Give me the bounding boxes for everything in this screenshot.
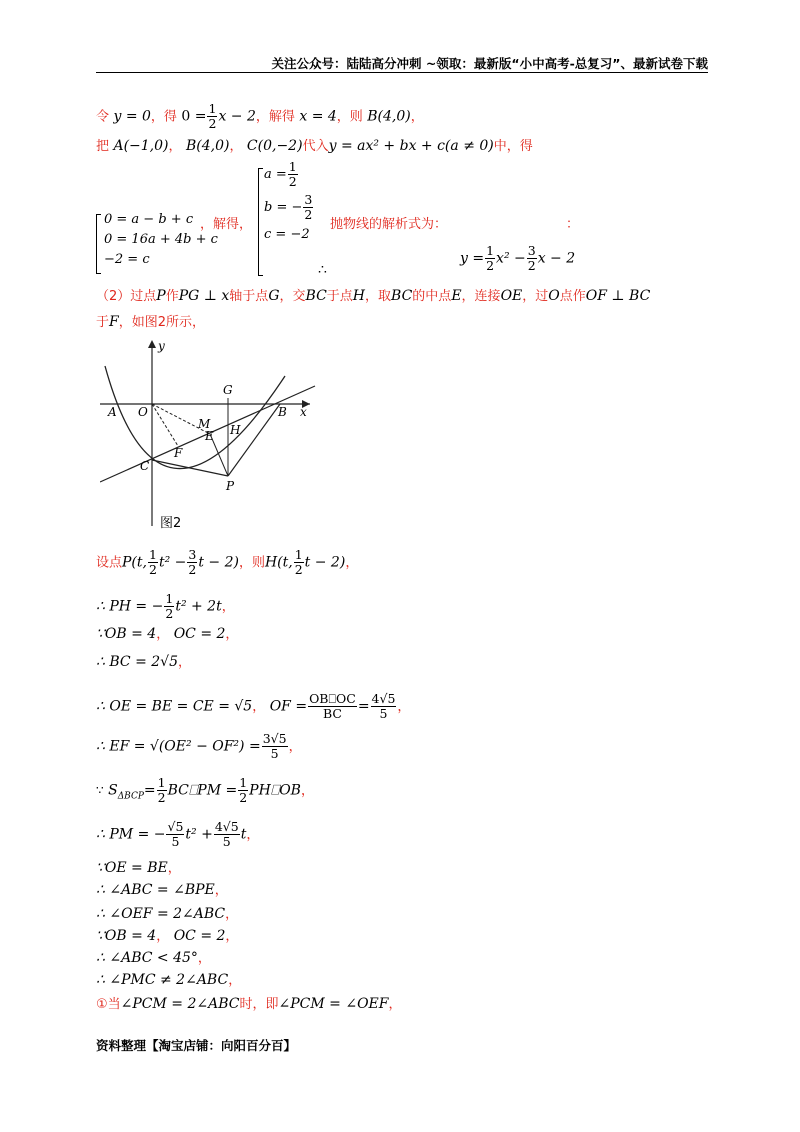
label-m: M: [198, 417, 211, 431]
label-a: A: [108, 405, 117, 419]
line-oe-of: ∴ OE = BE = CE = √5， OF = $\frac{OB⎕OC}{BC}$ = $\frac{4√5}{5}$ ，: [96, 691, 411, 721]
line-ph: ∴ PH = − $\frac{1}{2}$ t² + 2t，: [96, 591, 235, 621]
solve-label: ，解得，: [200, 217, 253, 232]
label-p: P: [226, 479, 235, 493]
line-bc: ∴ BC = 2√5，: [96, 654, 191, 670]
line-ef: ∴ EF = √(OE² − OF²) = $\frac{3√5}{5}$ ，: [96, 731, 302, 761]
figure-2: [100, 336, 320, 531]
label-g: G: [223, 383, 233, 397]
line-of: [152, 404, 178, 446]
equation-system: 0 = a − b + c 0 = 16a + 4b + c −2 = c: [104, 212, 218, 267]
page-footer: 资料整理【淘宝店铺：向阳百分百】: [96, 1038, 297, 1053]
header-rule: [96, 72, 708, 73]
label-h: H: [230, 423, 241, 437]
label-o: O: [138, 405, 148, 419]
line-angle-pmc: ∴ ∠PMC ≠ 2∠ABC，: [96, 972, 242, 988]
line-cp: [152, 460, 228, 476]
label-c: C: [140, 459, 150, 473]
line-angle-abc: ∴ ∠ABC = ∠BPE，: [96, 882, 228, 898]
system-brace: [96, 214, 101, 274]
parabola-curve: [105, 366, 285, 469]
line-ob-oc: ∵OB = 4， OC = 2，: [96, 626, 239, 642]
label-x: x: [300, 405, 307, 419]
label-f: F: [174, 446, 183, 460]
label-y: y: [158, 339, 165, 353]
parabola-equation: y = $\frac{1}{2}$ x² − $\frac{3}{2}$ x − 2: [460, 243, 576, 273]
label-e: E: [205, 429, 214, 443]
part2-line2: 于F，如图2所示，: [96, 314, 206, 330]
line-case-1: ①当∠PCM = 2∠ABC时，即∠PCM = ∠OEF，: [96, 996, 402, 1012]
line-pb: [228, 404, 280, 476]
line-oe-be: ∵OE = BE，: [96, 860, 181, 876]
label-b: B: [278, 405, 287, 419]
therefore-symbol: ∴: [318, 262, 327, 278]
line-solve-x: 令 y = 0，得 0 = $\frac{1}{2}$ x − 2，解得 x = 4，则 B(4,0)，: [96, 101, 424, 131]
line-set-point: 设点P(t, $\frac{1}{2}$ t² − $\frac{3}{2}$ t − 2)，则H(t, $\frac{1}{2}$ t − 2)，: [96, 547, 359, 577]
line-area: ∵ $S_{\Delta BCP}=$ $\frac{1}{2}$ BC⎕PM = $\frac{1}{2}$ PH⎕OB，: [96, 775, 314, 805]
line-ob-oc-2: ∵OB = 4， OC = 2，: [96, 928, 239, 944]
solution-brace: [258, 168, 263, 276]
parabola-label: 抛物线的解析式为：: [330, 217, 448, 232]
line-substitute: 把 A(−1,0)， B(4,0)， C(0,−2)代入y = ax² + bx + c(a ≠ 0)中，得: [96, 138, 533, 154]
part2-line1: （2）过点P作PG ⊥ x轴于点G，交BC于点H，取BC的中点E，连接OE，过O点作OF ⊥ BC: [96, 288, 651, 304]
solution-system: a = $\frac{1}{2}$ b = − $\frac{3}{2}$ c = −2: [264, 159, 313, 242]
line-pm: ∴ PM = − $\frac{√5}{5}$ t² + $\frac{4√5}{5}$ t，: [96, 819, 260, 849]
page-header: 关注公众号：陆陆高分冲刺 ~领取：最新版“小中高考-总复习”、最新试卷下载: [271, 56, 708, 71]
figure-caption: 图2: [160, 516, 182, 531]
line-angle-oef: ∴ ∠OEF = 2∠ABC，: [96, 906, 239, 922]
colon: ：: [566, 217, 580, 232]
line-angle-45: ∴ ∠ABC < 45°，: [96, 950, 211, 966]
